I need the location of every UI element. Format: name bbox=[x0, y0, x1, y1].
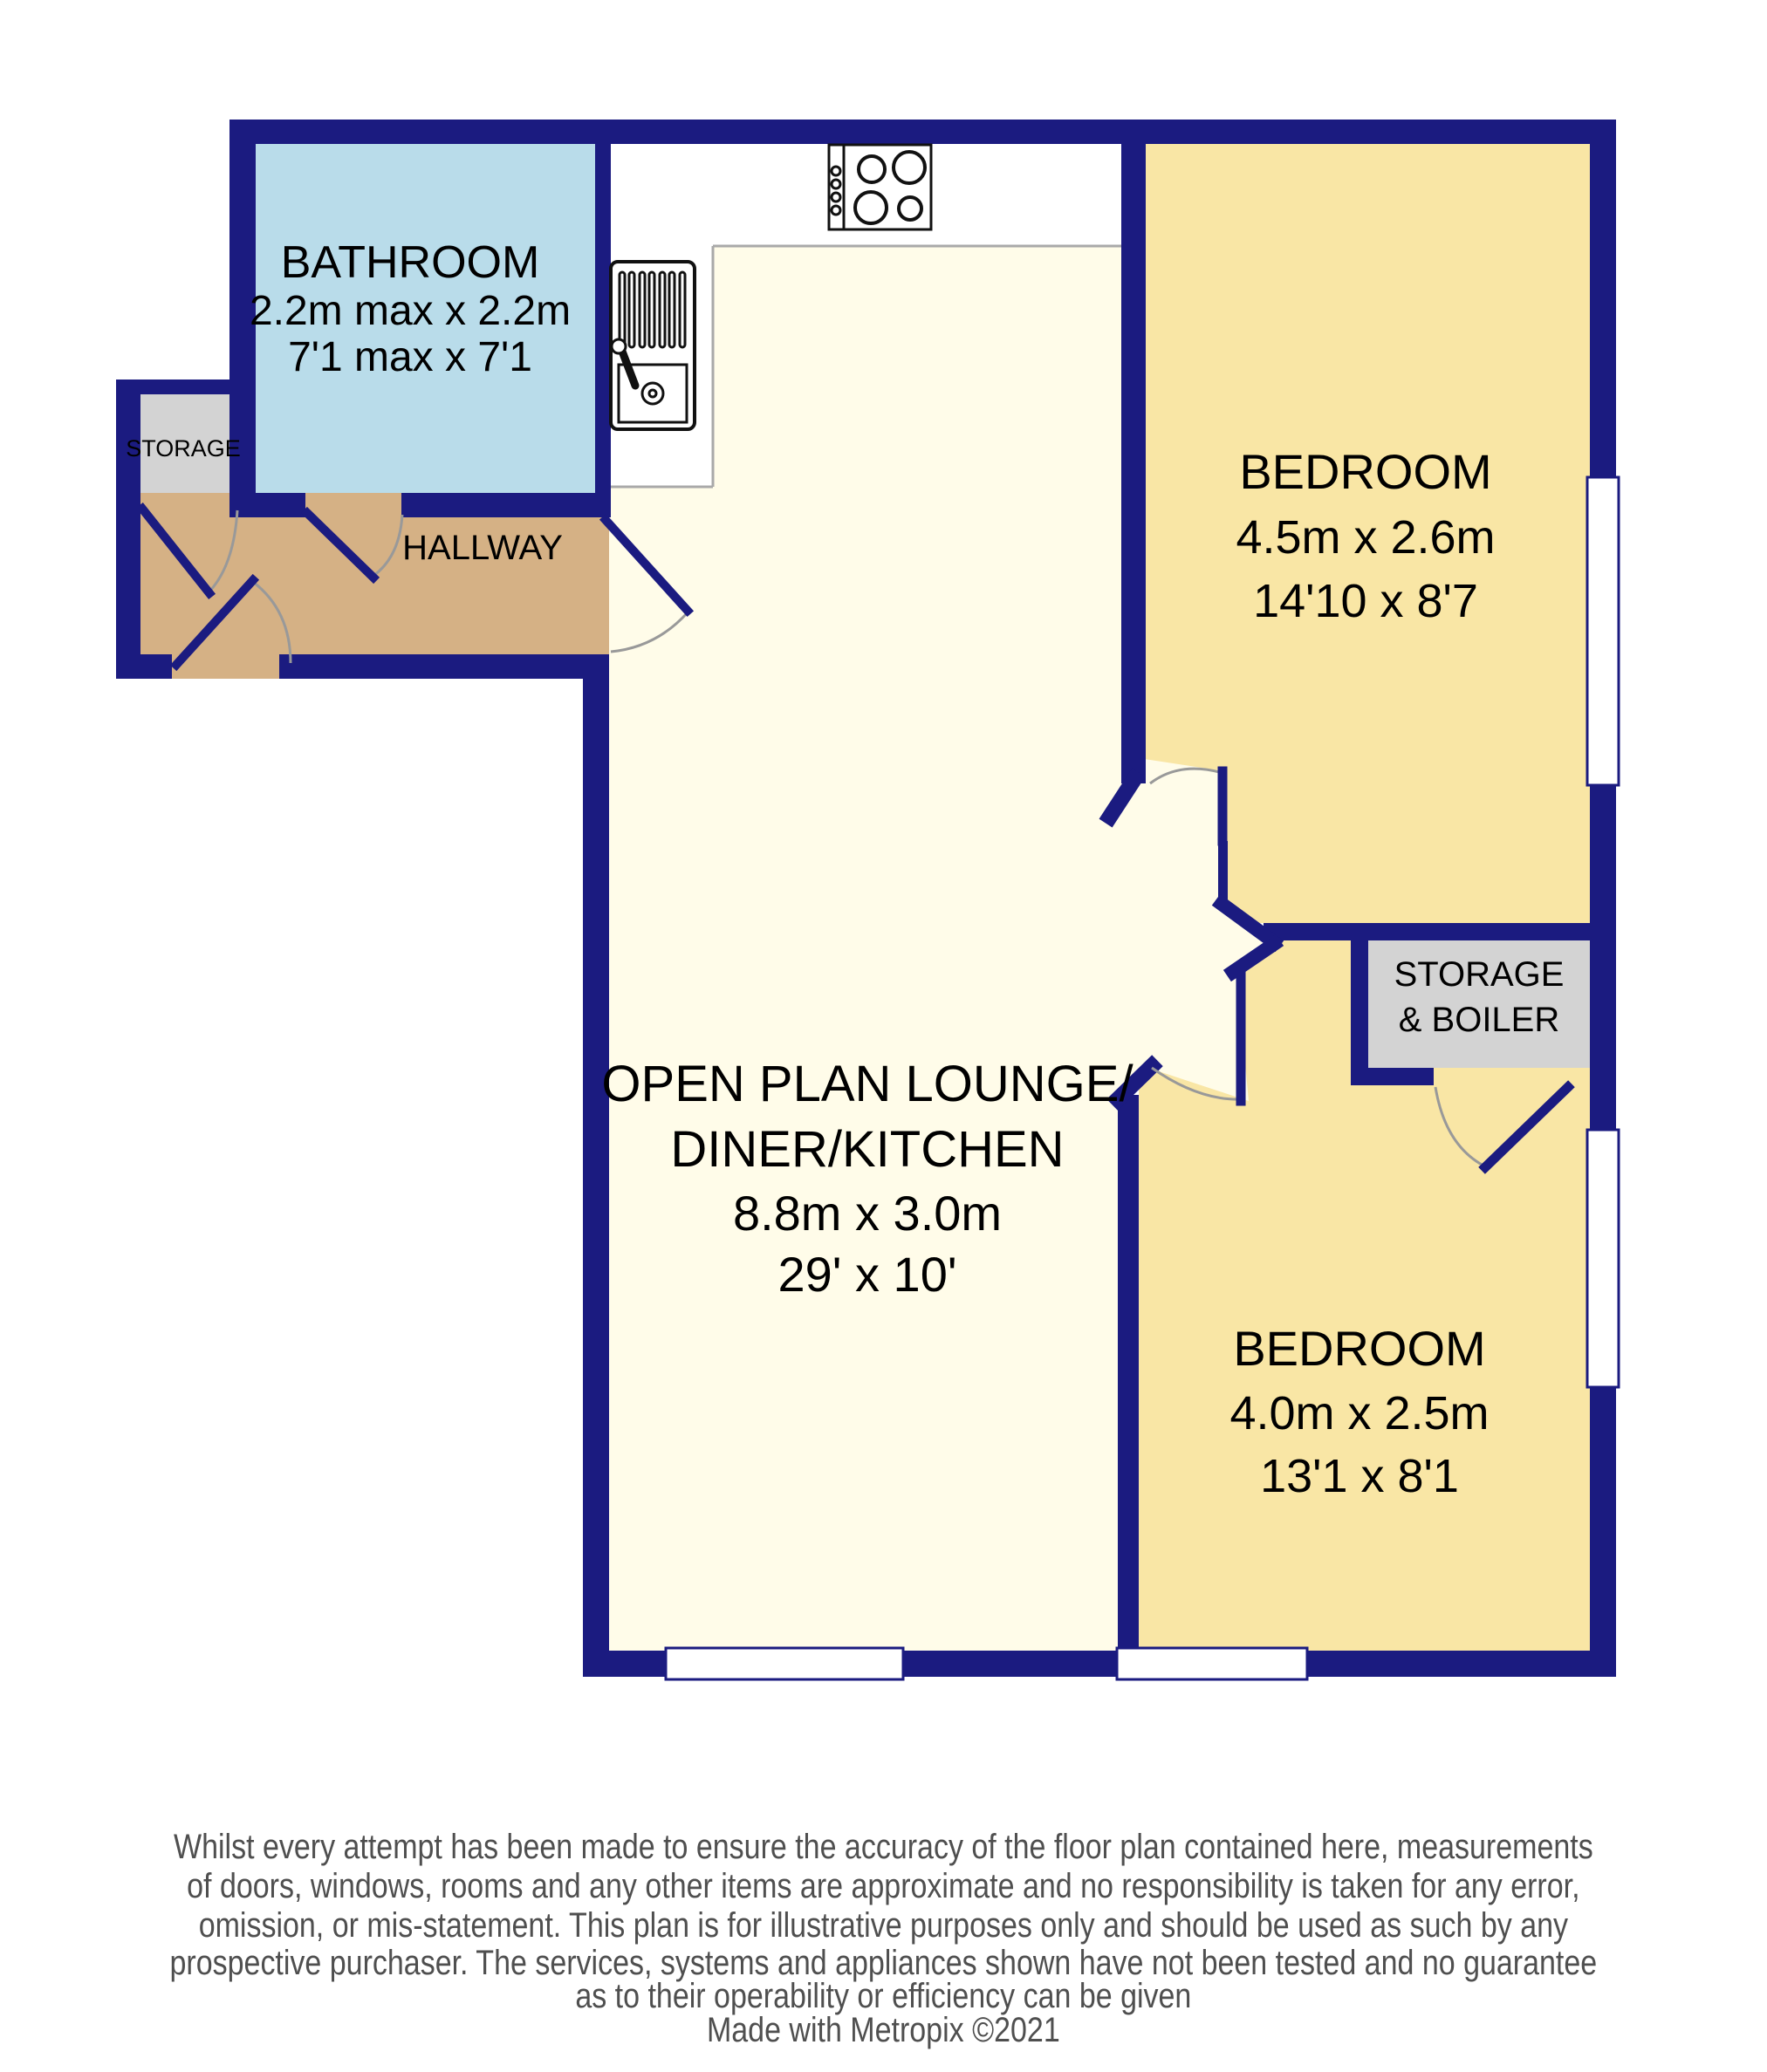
disclaimer-line: Whilst every attempt has been made to ensure the accuracy of the floor plan contained here, measurements bbox=[173, 1826, 1593, 1866]
bedroom-top-dim-imperial: 14'10 x 8'7 bbox=[1253, 575, 1478, 627]
wall-lounge-left bbox=[583, 654, 609, 1651]
sink-drainer-slat bbox=[640, 272, 645, 347]
wall-boiler-bottom bbox=[1351, 1068, 1434, 1085]
wall-top bbox=[229, 120, 1616, 144]
storage-boiler-label-line2: & BOILER bbox=[1398, 1001, 1560, 1039]
open-plan-label-line2: DINER/KITCHEN bbox=[670, 1121, 1065, 1178]
disclaimer-line: omission, or mis-statement. This plan is for illustrative purposes only and should be used as such by any bbox=[198, 1904, 1569, 1945]
sink-drainer-slat bbox=[669, 272, 675, 347]
window-lounge-bottom bbox=[666, 1648, 903, 1679]
wall-bathroom-bottom-a bbox=[229, 493, 305, 517]
bedroom-bottom-dim-imperial: 13'1 x 8'1 bbox=[1260, 1450, 1459, 1502]
hob-burner bbox=[859, 156, 885, 182]
hallway-label: HALLWAY bbox=[402, 529, 563, 567]
hob-burner bbox=[855, 192, 887, 223]
sink-drainer-slat bbox=[660, 272, 665, 347]
wall-kitchen-divider bbox=[595, 144, 611, 516]
open-plan-dim-imperial: 29' x 10' bbox=[777, 1247, 957, 1302]
sink-drainer-slat bbox=[629, 272, 634, 347]
hob-knob bbox=[832, 206, 840, 215]
hob-burner bbox=[894, 152, 925, 183]
bedroom-bottom-dim-metric: 4.0m x 2.5m bbox=[1229, 1387, 1490, 1439]
wall-right bbox=[1590, 120, 1616, 1677]
wall-bedrooms-divider bbox=[1264, 923, 1616, 940]
bathroom-dim-imperial: 7'1 max x 7'1 bbox=[288, 334, 532, 380]
storage-label: STORAGE bbox=[126, 435, 241, 462]
hob-knob bbox=[832, 193, 840, 202]
hob-knob bbox=[832, 180, 840, 188]
made-with-metropix-credit: Made with Metropix ©2021 bbox=[706, 2009, 1060, 2049]
wall-partition-top-bedroom bbox=[1121, 144, 1146, 783]
storage-boiler-label-line1: STORAGE bbox=[1394, 955, 1565, 994]
disclaimer-text bbox=[170, 1826, 1598, 2048]
window-bedroom-bottom bbox=[1117, 1648, 1307, 1679]
bedroom-bottom-label: BEDROOM bbox=[1233, 1321, 1486, 1376]
wall-outer-left bbox=[116, 380, 140, 679]
bathroom-dim-metric: 2.2m max x 2.2m bbox=[249, 288, 572, 334]
sink-drainer-slat bbox=[649, 272, 654, 347]
disclaimer-line: prospective purchaser. The services, systems and appliances shown have not been tested and no guarantee bbox=[169, 1942, 1598, 1982]
hob-burner bbox=[899, 197, 921, 220]
sink-drain-center bbox=[649, 390, 656, 397]
open-plan-label-line1: OPEN PLAN LOUNGE/ bbox=[601, 1056, 1133, 1112]
open-plan-dim-metric: 8.8m x 3.0m bbox=[732, 1186, 1003, 1241]
disclaimer-line: as to their operability or efficiency can be given bbox=[575, 1975, 1192, 2015]
wall-hallway-bottom-right bbox=[279, 654, 609, 679]
sink-tap-head bbox=[612, 339, 626, 353]
sink-drainer-slat bbox=[620, 272, 625, 347]
sink-drainer-slat bbox=[680, 272, 685, 347]
bedroom-top-dim-metric: 4.5m x 2.6m bbox=[1236, 511, 1496, 564]
sink-icon bbox=[611, 262, 695, 429]
window-bedroom-top-right bbox=[1587, 477, 1619, 785]
wall-bathroom-bottom-b bbox=[401, 493, 611, 517]
wall-boiler-left bbox=[1351, 923, 1368, 1085]
bedroom-top-label: BEDROOM bbox=[1239, 444, 1492, 499]
bathroom-label: BATHROOM bbox=[280, 237, 540, 288]
hob-icon bbox=[829, 145, 931, 229]
window-bedroom-bottom-right bbox=[1587, 1130, 1619, 1387]
wall-partition-bottom-bedroom bbox=[1118, 1095, 1139, 1651]
disclaimer-line: of doors, windows, rooms and any other items are approximate and no responsibility is taken for any error, bbox=[187, 1865, 1580, 1905]
hob-knob bbox=[832, 167, 840, 175]
hallway-door-gap bbox=[595, 516, 609, 654]
